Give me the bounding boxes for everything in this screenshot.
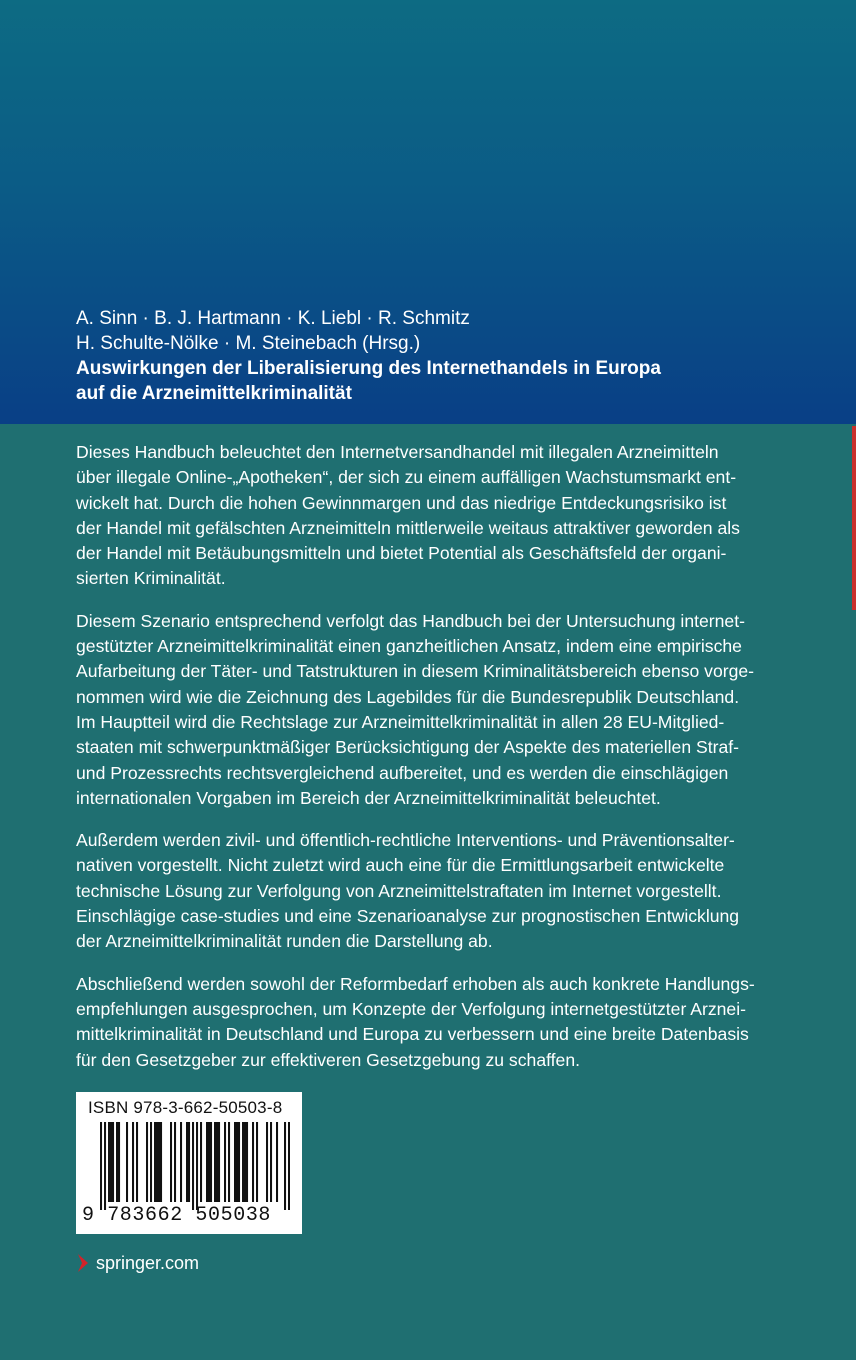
publisher-link[interactable] — [76, 1250, 199, 1276]
barcode-bar — [126, 1122, 128, 1202]
barcode-bar — [154, 1122, 156, 1202]
barcode-bar — [252, 1122, 254, 1202]
barcode-bar — [158, 1122, 160, 1202]
barcode-bar — [210, 1122, 212, 1202]
barcode-bar — [238, 1122, 240, 1202]
blurb-paragraph: Abschließend werden sowohl der Reformbedarf erhoben als auch konkrete Handlungs- empfehlungen ausgesprochen, um Konzepte der Verfolgung internetgestützter Arznei- mittelkriminalität in Deutschland und Europa zu verbessern und eine breite Datenbasis für den Gesetzgeber zur effektiveren Gesetzgebung zu schaffen. — [76, 973, 755, 1070]
barcode-bar — [284, 1122, 286, 1210]
barcode-bar — [218, 1122, 220, 1202]
barcode-bar — [188, 1122, 190, 1202]
barcode-bar — [100, 1122, 102, 1210]
barcode-bar — [216, 1122, 218, 1202]
barcode-bar — [156, 1122, 158, 1202]
barcode-bar — [246, 1122, 248, 1202]
barcode-bar — [242, 1122, 244, 1202]
barcode-bar — [276, 1122, 278, 1202]
barcode-bar — [146, 1122, 148, 1202]
barcode-bar — [200, 1122, 202, 1202]
barcode-bar — [244, 1122, 246, 1202]
isbn-label: ISBN 978-3-662-50503-8 — [88, 1098, 283, 1117]
barcode-bar — [136, 1122, 138, 1202]
barcode-bar — [228, 1122, 230, 1202]
barcode-bar — [288, 1122, 290, 1210]
barcode-bar — [170, 1122, 172, 1202]
barcode-bar — [214, 1122, 216, 1202]
barcode-bar — [234, 1122, 236, 1202]
barcode-bar — [256, 1122, 258, 1202]
barcode-bar — [270, 1122, 272, 1202]
authors-line-1: A. Sinn · B. J. Hartmann · K. Liebl · R. Schmitz — [76, 308, 470, 329]
barcode-bar — [160, 1122, 162, 1202]
barcode-bar — [132, 1122, 134, 1202]
barcode-bar — [112, 1122, 114, 1202]
barcode-bar — [206, 1122, 208, 1202]
barcode-bar — [208, 1122, 210, 1202]
authors-line-2: H. Schulte-Nölke · M. Steinebach (Hrsg.) — [76, 333, 421, 354]
barcode-bar — [104, 1122, 106, 1210]
barcode-bar — [192, 1122, 194, 1210]
barcode-bar — [118, 1122, 120, 1202]
barcode-bar — [180, 1122, 182, 1202]
barcode-bar — [110, 1122, 112, 1202]
barcode-bar — [224, 1122, 226, 1202]
isbn-barcode — [76, 1092, 302, 1234]
blurb-paragraph: Außerdem werden zivil- und öffentlich-rechtliche Interventions- und Präventionsalter- nativen vorgestellt. Nicht zuletzt wird auch eine für die Ermittlungsarbeit entwickelte technische Lösung zur Verfolgung von Arzneimittelstraftaten im Internet vorgestellt. Einschlägige case-studies und eine Szenarioanalyse zur prognostischen Entwicklung der Arzneimittelkriminalität runden die Darstellung ab. — [76, 830, 740, 952]
book-title-line-2: auf die Arzneimittelkriminalität — [76, 383, 352, 404]
barcode-bar — [150, 1122, 152, 1202]
chevron-right-icon — [76, 1253, 90, 1273]
ean-digits: 9 783662 505038 — [82, 1204, 272, 1227]
barcode-bar — [116, 1122, 118, 1202]
barcode-bar — [236, 1122, 238, 1202]
blurb-text — [76, 440, 788, 1090]
book-header — [76, 306, 796, 406]
red-edge-marker — [852, 426, 856, 610]
barcode-bar — [174, 1122, 176, 1202]
publisher-url[interactable]: springer.com — [96, 1252, 200, 1273]
barcode-bar — [196, 1122, 198, 1210]
barcode-bar — [108, 1122, 110, 1202]
book-title-line-1: Auswirkungen der Liberalisierung des Internethandels in Europa — [76, 358, 661, 379]
blurb-paragraph: Diesem Szenario entsprechend verfolgt das Handbuch bei der Untersuchung internet- gestützter Arzneimittelkriminalität einen ganzheitlichen Ansatz, indem eine empirische Aufarbeitung der Täter- und Tatstrukturen in diesem Kriminalitätsbereich ebenso vorge- nommen wird wie die Zeichnung des Lagebildes für die Bundesrepublik Deutschland. Im Hauptteil wird die Rechtslage zur Arzneimittelkriminalität in allen 28 EU-Mitglied- staaten mit schwerpunktmäßiger Berücksichtigung der Aspekte des materiellen Straf- und Prozessrechts rechtsvergleichend aufbereitet, und es werden die einschlägigen internationalen Vorgaben im Bereich der Arzneimittelkriminalität beleuchtet. — [76, 610, 755, 808]
barcode-bar — [186, 1122, 188, 1202]
barcode-bar — [266, 1122, 268, 1202]
blurb-paragraph: Dieses Handbuch beleuchtet den Internetversandhandel mit illegalen Arzneimitteln über illegale Online-„Apotheken“, der sich zu einem auffälligen Wachstumsmarkt ent- wickelt hat. Durch die hohen Gewinnmargen und das niedrige Entdeckungsrisiko ist der Handel mit gefälschten Arzneimitteln mittlerweile weitaus attraktiver geworden als der Handel mit Betäubungsmitteln und bietet Potential als Geschäftsfeld der organi- sierten Kriminalität. — [76, 442, 740, 589]
barcode-bars — [100, 1122, 290, 1210]
